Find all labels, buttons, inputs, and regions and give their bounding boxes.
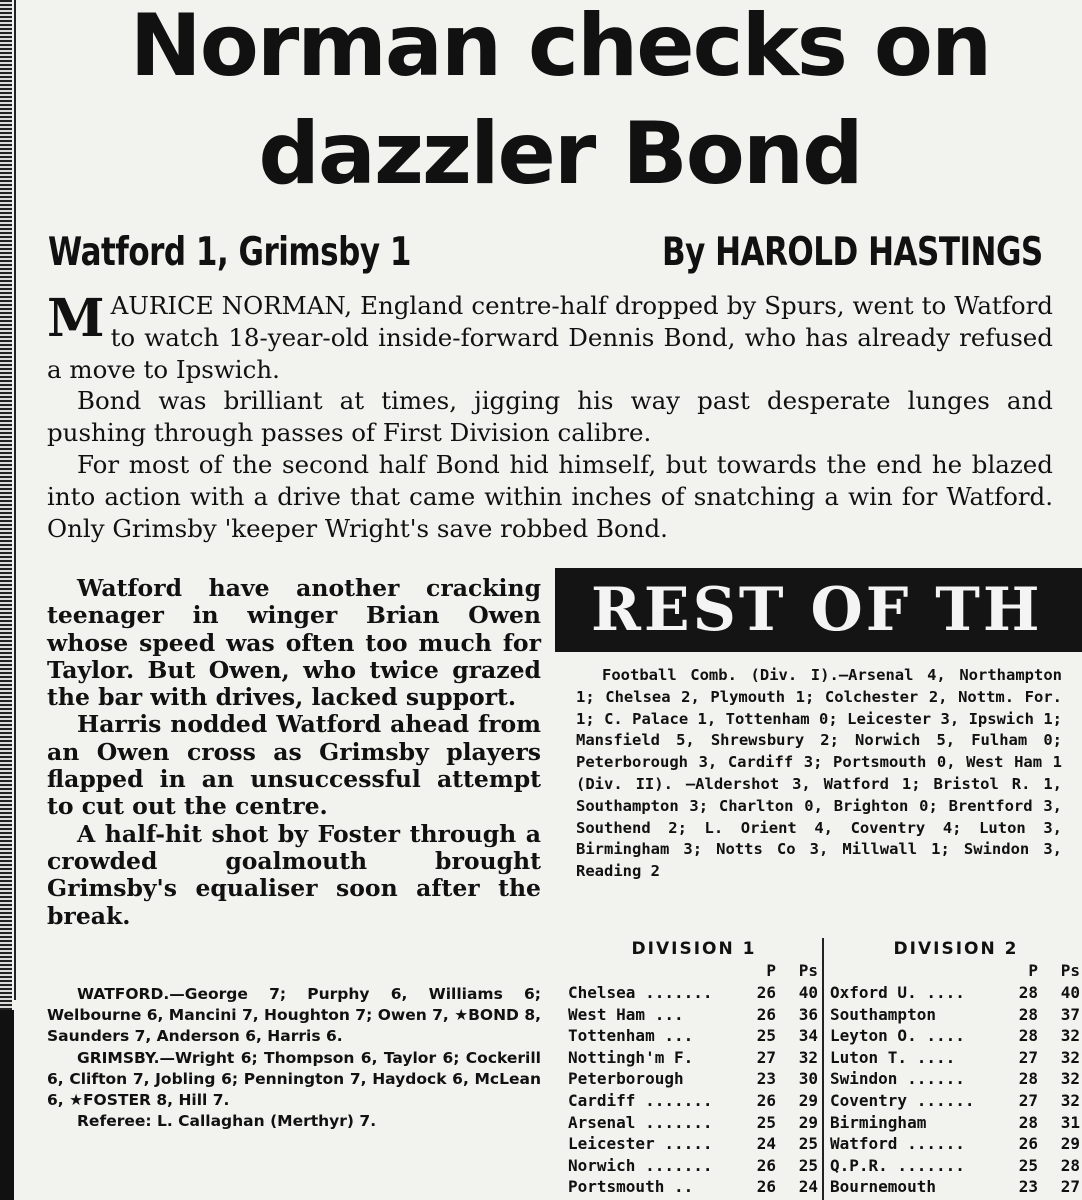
lead-paragraphs xyxy=(47,290,1053,544)
points: 29 xyxy=(1060,1134,1080,1154)
played: 26 xyxy=(756,1177,776,1197)
col-pts-header: Ps xyxy=(1060,961,1080,980)
headline-line-1: Norman checks on xyxy=(129,0,991,96)
table-row xyxy=(568,1025,820,1047)
watford-lineup: WATFORD.—George 7; Purphy 6, Williams 6; Welbourne 6, Mancini 7, Houghton 7; Owen 7, ★BOND 8, Saunders 7, Anderson 6, Harris 6. xyxy=(47,985,541,1046)
points: 37 xyxy=(1060,1004,1080,1024)
table-row xyxy=(830,1068,1082,1090)
division-1-table xyxy=(568,938,820,1198)
points: 40 xyxy=(798,983,818,1002)
team-name: Leicester ..... xyxy=(568,1134,713,1154)
points: 32 xyxy=(1060,1026,1080,1046)
points: 36 xyxy=(798,1004,818,1024)
rest-of-banner: REST OF TH xyxy=(555,568,1082,652)
team-name: Watford ...... xyxy=(830,1134,965,1154)
points: 32 xyxy=(1060,1069,1080,1089)
played: 26 xyxy=(756,1004,776,1024)
column-paragraph-1: Watford have another cracking teenager in winger Brian Owen whose speed was often too much for Taylor. But Owen, who twice grazed the bar with drives, lacked support. xyxy=(47,574,541,712)
points: 25 xyxy=(798,1134,818,1154)
played: 25 xyxy=(756,1112,776,1132)
score-line: Watford 1, Grimsby 1 xyxy=(48,230,411,275)
points: 30 xyxy=(798,1069,818,1089)
table-row xyxy=(568,1090,820,1112)
team-name: Peterborough xyxy=(568,1069,684,1089)
drop-cap: M xyxy=(47,288,105,349)
table-row xyxy=(568,1004,820,1026)
headline xyxy=(40,0,1080,208)
played: 28 xyxy=(1018,1026,1038,1046)
table-row xyxy=(830,1090,1082,1112)
points: 40 xyxy=(1060,983,1080,1002)
division-1-title: DIVISION 1 xyxy=(631,939,757,959)
played: 25 xyxy=(756,1026,776,1046)
table-row xyxy=(568,1047,820,1069)
table-row xyxy=(830,1004,1082,1026)
lead-paragraph-2: Bond was brilliant at times, jigging his way past desperate lunges and pushing through passes of First Division calibre. xyxy=(47,386,1053,448)
played: 27 xyxy=(1018,1090,1038,1110)
team-name: Southampton xyxy=(830,1004,936,1024)
team-name: Nottingh'm F. xyxy=(568,1047,694,1067)
points: 29 xyxy=(798,1090,818,1110)
tables-divider xyxy=(822,938,824,1200)
table-row xyxy=(830,1112,1082,1134)
played: 27 xyxy=(756,1047,776,1067)
played: 26 xyxy=(1018,1134,1038,1154)
byline: By HAROLD HASTINGS xyxy=(662,230,1043,275)
table-row xyxy=(568,1133,820,1155)
played: 28 xyxy=(1018,1069,1038,1089)
team-name: Coventry ...... xyxy=(830,1090,975,1110)
referee-line: Referee: L. Callaghan (Merthyr) 7. xyxy=(77,1112,377,1131)
column-paragraph-2: Harris nodded Watford ahead from an Owen cross as Grimsby players flapped in an unsuccessful attempt to cut out the centre. xyxy=(47,710,541,821)
division-2-title: DIVISION 2 xyxy=(893,939,1019,959)
column-paragraph-3: A half-hit shot by Foster through a crowded goalmouth brought Grimsby's equaliser soon after the break. xyxy=(47,819,541,930)
lead-paragraph-1 xyxy=(47,290,1053,385)
grimsby-lineup: GRIMSBY.—Wright 6; Thompson 6, Taylor 6; Cockerill 6, Clifton 7, Jobling 6; Pennington 7, Haydock 6, McLean 6, ★FOSTER 8, Hill 7. xyxy=(47,1048,541,1110)
col-pts-header: Ps xyxy=(798,961,818,980)
results-heading: Football Comb. (Div. I). xyxy=(602,666,839,684)
division-2-table xyxy=(830,938,1082,1198)
table-row xyxy=(568,1155,820,1177)
played: 25 xyxy=(1018,1155,1038,1175)
table-row xyxy=(568,1112,820,1134)
team-name: Chelsea ....... xyxy=(568,983,713,1002)
table-row xyxy=(830,1155,1082,1177)
results-text: —Arsenal 4, Northampton 1; Chelsea 2, Plymouth 1; Colchester 2, Nottm. For. 1; C. Palace 1, Tottenham 0; Leicester 3, Ipswich 1; Mansfield 5, Shrewsbury 2; Norwich 5, Fulham 0; Peterborough 3, Cardiff 3; Portsmouth 0, West Ham 1 (Div. II). —Aldershot 3, Watford 1; Bristol R. 1, Southampton 3; Charlton 0, Brighton 0; Brentford 3, Southend 2; L. Orient 4, Coventry 4; Luton 3, Birmingham 3; Notts Co 3, Millwall 1; Swindon 3, Reading 2 xyxy=(576,666,1062,881)
played: 28 xyxy=(1018,1112,1038,1132)
points: 28 xyxy=(1060,1155,1080,1175)
played: 26 xyxy=(756,1155,776,1175)
points: 32 xyxy=(1060,1047,1080,1067)
team-name: Birmingham xyxy=(830,1112,927,1132)
points: 32 xyxy=(1060,1090,1080,1110)
team-name: Cardiff ....... xyxy=(568,1090,713,1110)
team-name: Leyton O. .... xyxy=(830,1026,965,1046)
points: 29 xyxy=(798,1112,818,1132)
table-row xyxy=(568,1176,820,1198)
team-name: West Ham ... xyxy=(568,1004,684,1024)
table-row xyxy=(830,1176,1082,1198)
played: 28 xyxy=(1018,1004,1038,1024)
football-comb-results xyxy=(576,665,1062,883)
points: 34 xyxy=(798,1026,818,1046)
team-name: Portsmouth .. xyxy=(568,1177,694,1197)
points: 25 xyxy=(798,1155,818,1175)
page-edge-dark-block xyxy=(0,1010,14,1200)
team-name: Tottenham ... xyxy=(568,1026,694,1046)
col-p-header: P xyxy=(1028,961,1038,980)
team-name: Q.P.R. ....... xyxy=(830,1155,965,1175)
league-tables xyxy=(568,938,1082,1200)
points: 27 xyxy=(1060,1177,1080,1197)
table-row xyxy=(830,1025,1082,1047)
lead-paragraph-1-text: AURICE NORMAN, England centre-half dropped by Spurs, went to Watford to watch 18-year-old inside-forward Dennis Bond, who has already refused a move to Ipswich. xyxy=(47,291,1053,384)
team-name: Swindon ...... xyxy=(830,1069,965,1089)
table-row xyxy=(830,982,1082,1004)
played: 23 xyxy=(1018,1177,1038,1197)
table-row xyxy=(830,1047,1082,1069)
team-lineups xyxy=(47,984,541,1132)
table-row xyxy=(568,1068,820,1090)
played: 24 xyxy=(756,1134,776,1154)
team-name: Bournemouth xyxy=(830,1177,936,1197)
played: 26 xyxy=(756,1090,776,1110)
headline-line-2: dazzler Bond xyxy=(258,104,862,204)
col-p-header: P xyxy=(766,961,776,980)
lead-paragraph-3: For most of the second half Bond hid himself, but towards the end he blazed into action with a drive that came within inches of snatching a win for Watford. Only Grimsby 'keeper Wright's save robbed Bond. xyxy=(47,449,1053,543)
team-name: Oxford U. .... xyxy=(830,983,965,1002)
team-name: Norwich ....... xyxy=(568,1155,713,1175)
table-row xyxy=(830,1133,1082,1155)
played: 27 xyxy=(1018,1047,1038,1067)
team-name: Arsenal ....... xyxy=(568,1112,713,1132)
played: 23 xyxy=(756,1069,776,1089)
points: 24 xyxy=(798,1177,818,1197)
table-row xyxy=(568,982,820,1004)
points: 31 xyxy=(1060,1112,1080,1132)
points: 32 xyxy=(798,1047,818,1067)
played: 26 xyxy=(756,983,776,1002)
division-2-header xyxy=(830,960,1082,982)
division-1-header xyxy=(568,960,820,982)
played: 28 xyxy=(1018,983,1038,1002)
column-rule-left xyxy=(14,0,16,1000)
team-name: Luton T. .... xyxy=(830,1047,956,1067)
article-column xyxy=(47,575,541,930)
